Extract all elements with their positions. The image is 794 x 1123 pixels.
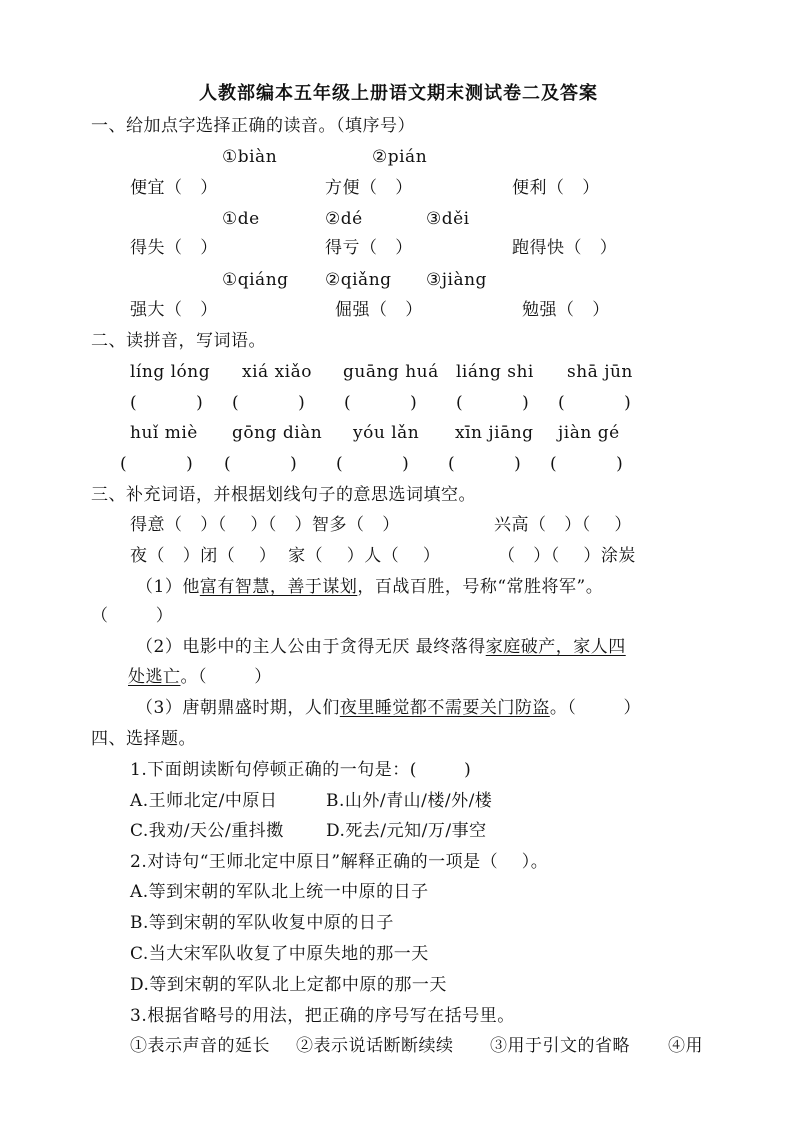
pinyin-word: jiàn gé xyxy=(558,423,620,443)
word-item: 跑得快（ ） xyxy=(512,238,618,258)
pinyin-word: shā jūn xyxy=(567,362,633,382)
choice-option: D.等到宋朝的军队北上定都中原的那一天 xyxy=(130,975,447,995)
pinyin-option: ①qiáng xyxy=(222,270,289,290)
answer-blank: （ ） xyxy=(91,606,174,626)
pinyin-option: ②qiǎng xyxy=(325,270,392,290)
section-4-heading: 四、选择题。 xyxy=(91,729,196,749)
sentence-3: （3）唐朝鼎盛时期，人们夜里睡觉都不需要关门防盗。（ ） xyxy=(136,698,642,718)
pinyin-option: ③děi xyxy=(426,209,470,229)
choice-option: C.当大宋军队收复了中原失地的那一天 xyxy=(130,944,429,964)
choice-option: A.等到宋朝的军队北上统一中原的日子 xyxy=(130,882,429,902)
question-stem: 3.根据省略号的用法，把正确的序号写在括号里。 xyxy=(130,1006,515,1026)
choice-option: A.王师北定/中原日 xyxy=(130,791,278,811)
word-item: 便利（ ） xyxy=(512,178,600,198)
answer-blank: ( ) xyxy=(456,393,530,413)
question-stem: 2.对诗句“王师北定中原日”解释正确的一项是（ ）。 xyxy=(130,852,549,872)
pinyin-word: guāng huá xyxy=(343,362,439,382)
word-item: 方便（ ） xyxy=(325,178,413,198)
pinyin-word: liáng shi xyxy=(456,362,534,382)
choice-option: C.我劝/天公/重抖擞 xyxy=(130,821,284,841)
pinyin-option: ③jiàng xyxy=(426,270,487,290)
choice-option: ①表示声音的延长 xyxy=(130,1036,270,1056)
idiom-row: 得意（ ）（ ）（ ）智多（ ） xyxy=(130,515,400,535)
answer-blank: ( ) xyxy=(336,454,410,474)
underlined-phrase: 富有智慧，善于谋划 xyxy=(199,577,358,597)
pinyin-word: gōng diàn xyxy=(232,423,323,443)
pinyin-option: ②pián xyxy=(372,147,428,167)
idiom-row: 夜（ ）闭（ ） 家（ ）人（ ） xyxy=(130,546,441,566)
section-1-heading: 一、给加点字选择正确的读音。（填序号） xyxy=(91,116,415,136)
question-stem: 1.下面朗读断句停顿正确的一句是：( ) xyxy=(130,760,472,780)
pinyin-word: líng lóng xyxy=(130,362,211,382)
word-item: 得亏（ ） xyxy=(325,238,413,258)
sentence-2: （2）电影中的主人公由于贪得无厌 最终落得家庭破产，家人四 xyxy=(136,637,626,657)
word-item: 倔强（ ） xyxy=(335,300,423,320)
choice-option: ②表示说话断断续续 xyxy=(296,1036,454,1056)
page-title: 人教部编本五年级上册语文期末测试卷二及答案 xyxy=(199,83,598,104)
underlined-phrase: 家庭破产，家人四 xyxy=(485,637,626,657)
idiom-row: 兴高（ ）（ ） xyxy=(494,515,632,535)
choice-option: B.等到宋朝的军队收复中原的日子 xyxy=(130,913,394,933)
choice-option: ④用 xyxy=(668,1036,703,1056)
answer-blank: ( ) xyxy=(232,393,306,413)
pinyin-option: ①biàn xyxy=(222,147,278,167)
sentence-2-cont: 处逃亡。（ ） xyxy=(128,667,272,687)
answer-blank: ( ) xyxy=(550,454,624,474)
answer-blank: ( ) xyxy=(448,454,522,474)
word-item: 便宜（ ） xyxy=(130,178,218,198)
answer-blank: ( ) xyxy=(130,393,204,413)
answer-blank: ( ) xyxy=(558,393,632,413)
underlined-phrase: 夜里睡觉都不需要关门防盗 xyxy=(339,698,550,718)
word-item: 勉强（ ） xyxy=(522,300,610,320)
answer-blank: ( ) xyxy=(344,393,418,413)
answer-blank: ( ) xyxy=(120,454,194,474)
choice-option: ③用于引文的省略 xyxy=(490,1036,630,1056)
section-3-heading: 三、补充词语，并根据划线句子的意思选词填空。 xyxy=(91,485,476,505)
pinyin-word: xīn jiāng xyxy=(455,423,534,443)
word-item: 得失（ ） xyxy=(130,238,218,258)
underlined-phrase: 处逃亡 xyxy=(128,667,181,687)
choice-option: B.山外/青山/楼/外/楼 xyxy=(326,791,493,811)
pinyin-word: xiá xiǎo xyxy=(242,362,312,382)
sentence-1: （1）他富有智慧，善于谋划，百战百胜，号称“常胜将军”。 xyxy=(136,577,604,597)
section-2-heading: 二、读拼音，写词语。 xyxy=(91,331,266,351)
pinyin-option: ①de xyxy=(222,209,260,229)
answer-blank: ( ) xyxy=(224,454,298,474)
pinyin-word: huǐ miè xyxy=(130,423,198,443)
word-item: 强大（ ） xyxy=(130,300,218,320)
idiom-row: （ ）（ ）涂炭 xyxy=(498,546,636,566)
pinyin-option: ②dé xyxy=(325,209,363,229)
pinyin-word: yóu lǎn xyxy=(353,423,420,443)
choice-option: D.死去/元知/万/事空 xyxy=(326,821,487,841)
